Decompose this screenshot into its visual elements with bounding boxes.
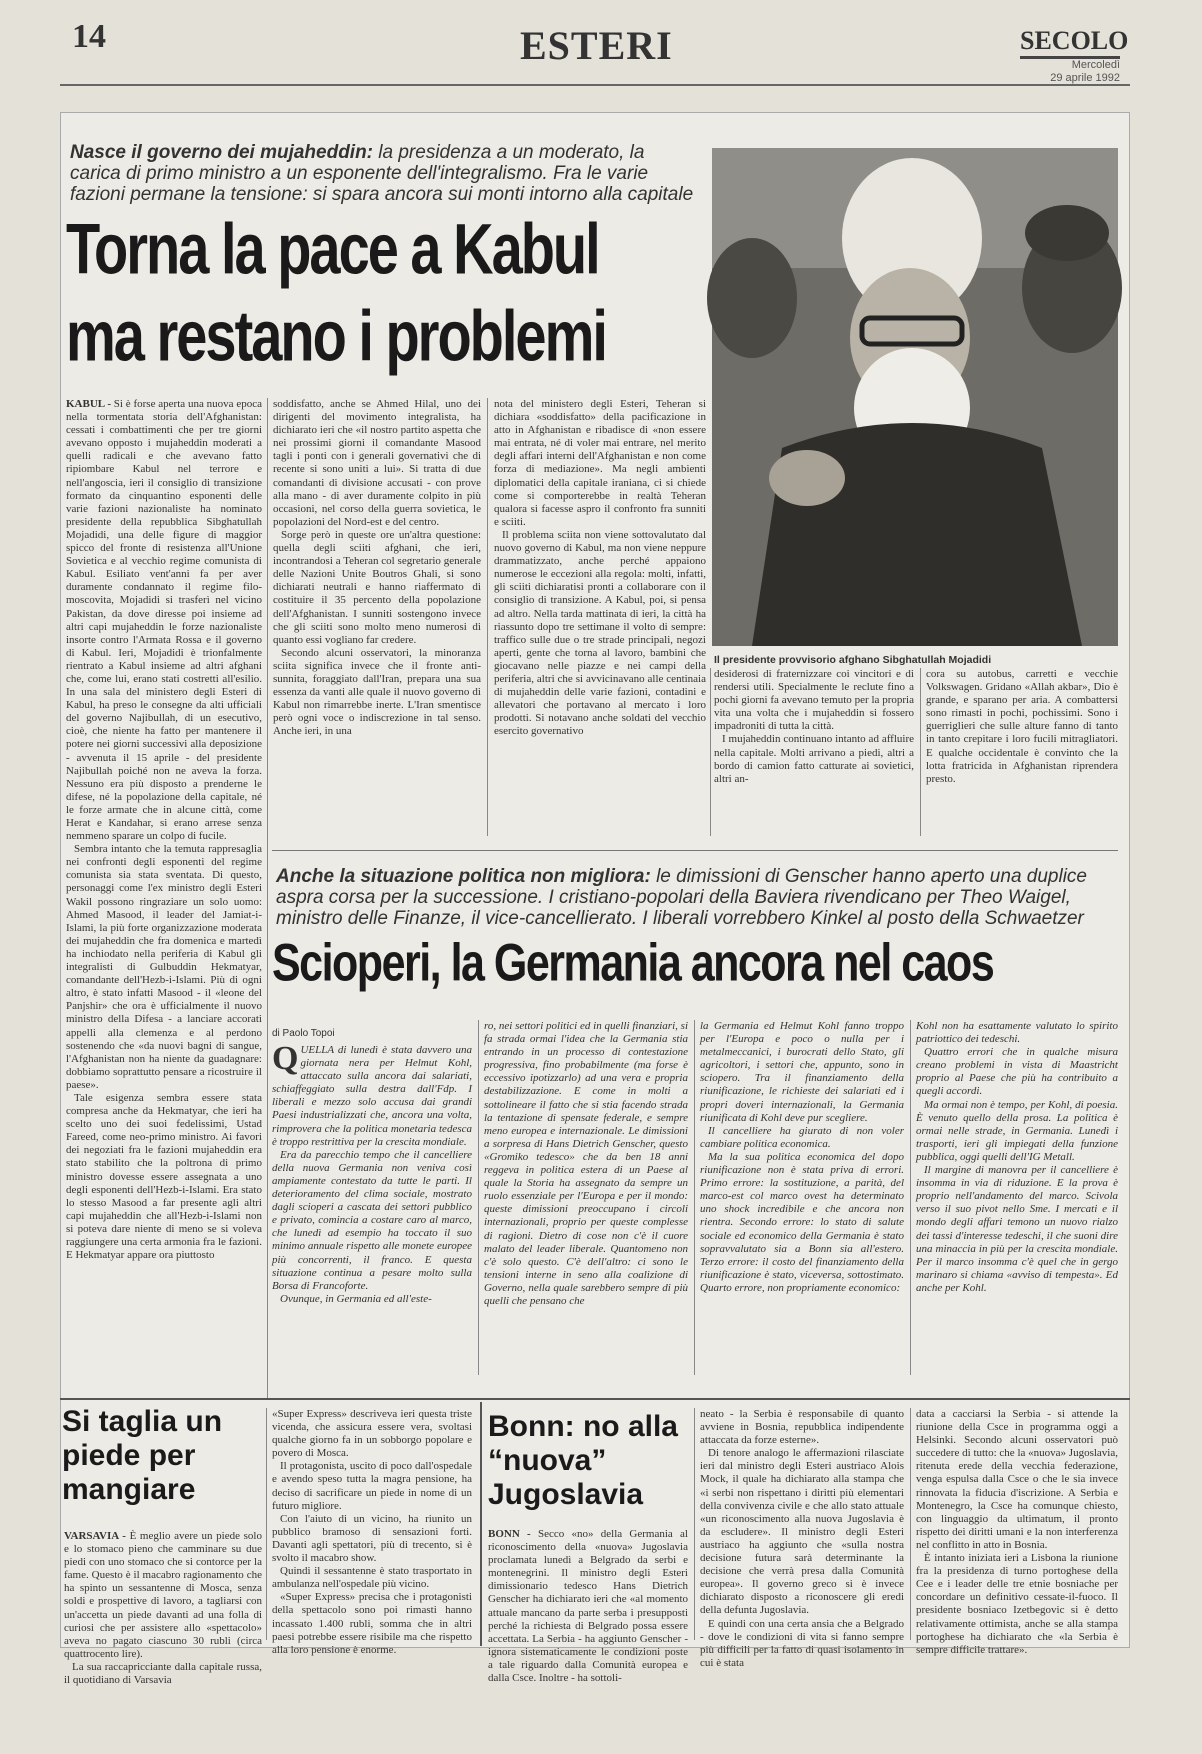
bonn-col1-text: Secco «no» della Germania al riconoscimento della «nuova» Jugoslavia proclamata lunedì a Belgrado da serbi e montenegrini. Il ministro degli Esteri dimissionario tedesco Hans Dietrich Genscher ha dichiarato ieri che «al momento attuale mancano da parte serba i presupposti perché la richiesta di Belgrado possa essere accettata. La Serbia - ha aggiunto Genscher - ignora sistematicamente le condizioni poste a tale riguardo dalla Comunità europea e dalla Csce. Inoltre - ha sottoli- bbox=[488, 1528, 688, 1685]
germany-kicker-bold: Anche la situazione politica non migliora: bbox=[276, 866, 651, 887]
lead-col1-text: Si è forse aperta una nuova epoca nella tormentata storia dell'Afghanistan: cessati i combattimenti che per tre giorni avevano opposto i mujaheddin moderati a quelli radicali e che avevano fatto ripiombare Kabul nel terrore e nell'angoscia, ieri il consiglio di transizione formato da cinquantino esponenti delle varie fazioni nazionaliste ha nominato presidente della repubblica Sibghatullah Mojadidi, una delle figure di maggior spicco del fronte di resistenza all'Unione Sovietica e al vecchio regime comunista di Kabul. Esiliato vent'anni fa per aver duramente condannato il regime filo-moscovita, Mojadidi si trasferì nel vicino Pakistan, da dove diresse poi insieme ad altri capi mujaheddin le forze nazionaliste insorte contro l'Armata Rossa e il governo di Kabul. Ieri, Mojadidi è trionfalmente rientrato a Kabul insieme ad altri afghani che, come lui, erano stati costretti all'esilio. In una sala del ministero degli Esteri di Kabul, ha preso le consegne da alti ufficiali del governo Najibullah, di un esecutivo, cioè, che niente ha fatto per mantenere il potere nei giorni successivi alla deposizione - avvenuta il 15 aprile - del presidente Najibullah poiché non ne aveva la forza. Nessuno era più disposto a prenderne le difese, né la popolazione della capitale, né le forze armate che in alcune città, come Herat e Kandahar, si erano arrese senza nemmeno sparare un colpo di fucile. bbox=[66, 398, 262, 843]
column-divider bbox=[267, 398, 268, 1398]
column-divider bbox=[920, 668, 921, 836]
germany-col1-text: UELLA di lunedì è stata davvero una giornata nera per Helmut Kohl, attaccato sulla ancora dai salariati, schiaffeggiato sulla destra dall'Fdp. I liberali e mezzo solo accusa dai grandi Paesi industrializzati che, ancora una volta, rimprovera che la politica monetaria tedesca è troppo restrittiva per la crescita mondiale. bbox=[272, 1044, 472, 1148]
lead-col5-para1: cora su autobus, carretti e vecchie Volkswagen. Gridano «Allah akbar», Dio è grande, e sparano per aria. A combattersi sono rimasti in pochi, pochissimi. Sono i guerriglieri che sulle alture fanno di tanto in tanto crepitare i loro fucili mitragliatori. E qualche occidentale è convinto che la lotta fratricida in Afghanistan riprendera presto. bbox=[926, 668, 1118, 785]
header-rule bbox=[60, 84, 1130, 86]
lead-column-5 bbox=[926, 668, 1118, 836]
lead-column-1 bbox=[66, 398, 262, 1398]
lead-col1-para3: Tale esigenza sembra essere stata compresa anche da Hekmatyar, che ieri ha scelto uno dei suoi fedelissimi, Ustad Fareed, come neo-primo ministro. Ai favori dei negoziati fra le fazioni mujaheddin era stato stabilito che la poltrona di primo ministro dovesse essere assegnata a uno degli esponenti dell'Hezb-i-Islami. Era stato lo stesso Masood a far presente agli altri capi mujaheddin che all'Hezb-i-Islami non si poteva dare niente di meno se si voleva raggiungere una certa armonia fra le fazioni. E Hekmatyar appare ora piuttosto bbox=[66, 1091, 262, 1262]
page-number: 14 bbox=[72, 18, 106, 55]
lead-headline bbox=[66, 208, 706, 377]
lead-column-2 bbox=[273, 398, 481, 836]
masthead-day: Mercoledì bbox=[1071, 59, 1120, 71]
lead-column-3 bbox=[494, 398, 706, 836]
bonn-column-2 bbox=[700, 1408, 904, 1669]
masthead bbox=[1020, 26, 1129, 85]
column-divider bbox=[910, 1020, 911, 1375]
lead-col3-para2: Il problema sciita non viene sottovalutato dal nuovo governo di Kabul, ma non viene neppure drammatizzato, anche perché appaiono numerose le eccezioni alla regola: molti, infatti, gli sciiti dichiaratisi pronti a collaborare con il consiglio di transizione. A Kabul, poi, si pensa ad altro. Nella tarda mattinata di ieri, la città ha riassunto dopo tre settimane il volto di sempre: traffico sulle due o tre strade principali, negozi aperti, gente che torna al lavoro, bambini che giocavano nelle piazze e nei campi della periferia, altri che si avvicinavano alle centinaia di mujaheddin delle varie fazioni, contadini e allevatori che portavano al mercato i loro prodotti. Si notavano anche soldati del vecchio esercito governativo bbox=[494, 528, 706, 738]
masthead-name: SECOLO bbox=[1020, 26, 1120, 59]
lead-dateline: KABUL - bbox=[66, 398, 111, 410]
bonn-col2-para1: neato - la Serbia è responsabile di quanto avviene in Bosnia, repubblica indipendente attaccata da forze esterne». bbox=[700, 1408, 904, 1447]
poland-col2-para5: «Super Express» precisa che i protagonisti della spettacolo sono poi rimasti hanno incassato 1.400 rubli, somma che in altri paesi potrebbe essere risibile ma che rispetto alla loro pensione è enorme. bbox=[272, 1591, 472, 1656]
column-divider bbox=[478, 1020, 479, 1375]
germany-col4-para2: Quattro errori che in qualche misura creano problemi in vista di Maastricht proprio al Paese che più ha contribuito a quegli accordi. bbox=[916, 1046, 1118, 1098]
germany-col1-para2: Era da parecchio tempo che il cancelliere della nuova Germania non veniva così ampiamente contestato da tutte le parti. Il deterioramento del clima sociale, mostrato dagli scioperi a cascata dei settori pubblico e privato, comincia a costare caro al marco, che lunedì ad esempio ha toccato il suo minimo annuale rispetto alle monete europee più concorrenti, il franco. E questa situazione continua a pesare molto sulla Borsa di Francoforte. bbox=[272, 1148, 472, 1292]
poland-col2-para4: Quindi il sessantenne è stato trasportato in ambulanza nell'ospedale più vicino. bbox=[272, 1565, 472, 1591]
germany-dropcap: Q bbox=[272, 1040, 299, 1077]
poland-headline: Si taglia un piede per mangiare bbox=[62, 1405, 223, 1506]
lead-kicker-bold: Nasce il governo dei mujaheddin: bbox=[70, 142, 374, 163]
lead-kicker-text: la presidenza a un moderato, la carica di primo ministro a un esponente dell'integralismo. Fra le varie fazioni permane la tensione: si spara ancora sui monti intorno alla capitale bbox=[70, 142, 694, 205]
lead-headline-line1: Torna la pace a Kabul bbox=[66, 208, 599, 289]
poland-col2-para3: Con l'aiuto di un vicino, ha riunito un pubblico bramoso di sensazioni forti. Davanti agli spettatori, più di trecento, si è svolto il macabro show. bbox=[272, 1512, 472, 1565]
lead-col4-para1: desiderosi di fraternizzare coi vincitori e di rendersi utili. Specialmente le reclute fino a pochi giorni fa avevano temuto per la propria vita una volta che i mujaheddin si fossero impadroniti di tutta la città. bbox=[714, 668, 914, 733]
bonn-headline: Bonn: no alla “nuova” Jugoslavia bbox=[488, 1410, 678, 1511]
section-title: ESTERI bbox=[520, 23, 673, 68]
poland-column-2 bbox=[272, 1408, 472, 1656]
germany-col4-para3: Ma ormai non è tempo, per Kohl, di poesia. È venuto quello della prosa. La politica è ormai nelle strade, in Germania. Lunedì i trasporti, ieri gli impiegati della funzione pubblica, oggi quelli dell'IG Metall. bbox=[916, 1098, 1118, 1163]
column-divider bbox=[710, 668, 711, 836]
column-divider bbox=[910, 1408, 911, 1640]
poland-col2-para1: «Super Express» descriveva ieri questa triste vicenda, che assicura essere vera, svoltasi qualche giorno fa in un sobborgo popolare e povero di Mosca. bbox=[272, 1408, 472, 1460]
lead-col4-para2: I mujaheddin continuano intanto ad affluire nella capitale. Molti arrivano a piedi, altri a bordo di camion fatto catturate ai sovietici, altri an- bbox=[714, 733, 914, 785]
lead-col3-para1: nota del ministero degli Esteri, Teheran si dichiara «soddisfatto» della pacificazione in atto in Afghanistan e ribadisce di «non essere mai entrata, né di voler mai entrare, nel merito degli affari interni dell'Afghanistan e non come forza di mediazione». Ma negli ambienti diplomatici della capitale iraniana, ci si chiede come si comporterebbe in realtà Teheran qualora si facesse aspro il confronto fra sunniti e sciiti. bbox=[494, 398, 706, 528]
poland-col2-para2: Il protagonista, uscito di poco dall'ospedale e avendo speso tutta la magra pensione, ha deciso di sacrificare un piede in nome di un futuro migliore. bbox=[272, 1460, 472, 1512]
poland-col1-para2: La sua raccapricciante dalla capitale russa, il quotidiano di Varsavia bbox=[64, 1660, 262, 1687]
bonn-col2-para3: E quindi con una certa ansia che a Belgrado - dove le condizioni di vita si fanno sempre più difficili per la fatto di quasi isolamento in cui è stata bbox=[700, 1617, 904, 1669]
lead-column-4 bbox=[714, 668, 914, 836]
lead-col2-para3: Secondo alcuni osservatori, la minoranza sciita significa invece che il fronte anti-sunnita, foraggiato dall'Iran, prepara una sua essenza da vanti alle quale il nuovo governo di Kabul non rimarrebbe inerte. L'Iran smentisce però ogni voce o indiscrezione in tal senso. Anche ieri, in una bbox=[273, 646, 481, 738]
germany-byline: di Paolo Topoi bbox=[272, 1028, 335, 1039]
lead-col1-para2: Sembra intanto che la temuta rappresaglia nei confronti degli esponenti del regime comunista sia stata sventata. Di questo, personaggi come l'ex ministro degli Esteri Wakil possono ringraziare un solo uomo: Ahmed Masood, il leader del Jamiat-i-Islami, la più forte organizzazione moderata dei mujaheddin che fra domenica e martedì ha inchiodato nella periferia di Kabul gli integralisti di Gulbuddin Hekmatyar, comandante dell'Hezb-i-Islami. Più di ogni altro, è stato infatti Masood - il «leone del Panjshir» che ora è ufficialmente il nuovo ministro della Difesa - a lanciare accorati appelli alla clemenza e al perdono sostenendo che «da nuovi bagni di sangue, l'Afghanistan non ha niente da guadagnare: dobbiamo soprattutto pensare a ricostruire il paese». bbox=[66, 843, 262, 1091]
germany-col3-para3: Ma la sua politica economica del dopo riunificazione non è stata priva di errori. Primo errore: la sostituzione, a parità, del marco-est col marco ovest ha determinato uno shock incredibile e che ancora non rientra. Secondo errore: lo stato di salute sociale ed economico della Germania è stato sopravvalutato sia a Bonn sia all'estero. Terzo errore: il costo del finanziamento della riunificazione è stato, viceversa, sottostimato. Quarto errore, non propriamente economico: bbox=[700, 1150, 904, 1294]
lead-col2-para1: soddisfatto, anche se Ahmed Hilal, uno dei dirigenti del movimento integralista, ha dichiarato ieri che «il nostro partito aspetta che nei prossimi giorni il comandante Masood tagli i ponti con i generali governativi che di recente si sono uniti a lui». Si tratta di due comandanti di divisione accusati - con prove alla mano - di aver duramente colpito in più occasioni, nel corso della guerra sovietica, le popolazioni del Nord-est e del centro. bbox=[273, 398, 481, 528]
poland-col1-text: È meglio avere un piede solo e lo stomaco pieno che camminare su due piedi con uno stomaco che si contorce per la fame. Questo è il macabro ragionamento che ha spinto un sessantenne di Mosca, senza soldi e prospettive di lavoro, a tagliarsi con un'accetta un piede davanti ad una folla di curiosi che per assistere allo «spettacolo» aveva no pagato ciascuno 30 rubli (circa quattrocento lire). bbox=[64, 1530, 262, 1660]
column-divider bbox=[266, 1408, 267, 1640]
bonn-col3-para2: È intanto iniziata ieri a Lisbona la riunione fra la presidenza di turno portoghese della Cee e i leader delle tre etnie bosniache per concordare un definitivo cessate-il-fuoco. Il presidente bosniaco Izetbegovic si è detto relativamente ottimista, anche se alla stampa portoghese ha dichiarato che «la Serbia è sempre difficile trattare». bbox=[916, 1552, 1118, 1656]
column-divider bbox=[694, 1020, 695, 1375]
bottom-rule bbox=[60, 1398, 1130, 1400]
germany-column-4 bbox=[916, 1020, 1118, 1375]
poland-column-1 bbox=[64, 1530, 262, 1687]
germany-column-2 bbox=[484, 1020, 688, 1375]
germany-col3-para2: Il cancelliere ha giurato di non voler cambiare politica economica. bbox=[700, 1124, 904, 1150]
bonn-dateline: BONN - bbox=[488, 1528, 531, 1540]
lead-kicker bbox=[70, 142, 700, 205]
germany-col1-para3: Ovunque, in Germania ed all'este- bbox=[280, 1292, 432, 1305]
bonn-column-1 bbox=[488, 1528, 688, 1685]
column-divider bbox=[487, 398, 488, 836]
germany-kicker bbox=[276, 866, 1116, 929]
article-divider bbox=[480, 1402, 482, 1646]
germany-col2-para1: ro, nei settori politici ed in quelli finanziari, si fa strada ormai l'idea che la Germania stia entrando in un processo di contestazione progressiva, fino probabilmente (ma forse è eccessivo ipotizzarlo) ad una vera e propria destabilizzazione. E come in molti a sottolineare il fatto che si stia facendo strada la tentazione di spensate federale, e sempre meno europea e internazionale. Le dimissioni a sorpresa di Hans Dietrich Genscher, questo «Gromiko tedesco» che da ben 18 anni reggeva in politica estera di un Paese al quale la Storia ha assegnato da sempre un ruolo essenziale per l'Europa e per il mondo: queste dimissioni preoccupano i circoli internazionali, proprio per queste complesse di ragioni. Dietro di cose non c'è il cuore malato del leader liberale. Quantomeno non c'è solo questo. C'è dell'altro: ci sono le tensioni interne in seno alla coalizione di Governo, nella quale sarebbero sempre di più quelli che pensano che bbox=[484, 1020, 688, 1307]
germany-column-1 bbox=[272, 1040, 472, 1374]
germany-col4-para4: Il margine di manovra per il cancelliere è insomma in via di riduzione. E la prova è proprio nell'andamento del marco. Scivola verso il suo pivot nello Sme. I mercati e il mondo degli affari temono un nuovo rialzo dei tassi d'interesse tedeschi, il che suoni dire una minaccia in più per la crescita mondiale. Per il marco insomma c'è quel che in gergo marinaro si chiama «avviso di tempesta». Ed anche per Kohl. bbox=[916, 1164, 1118, 1294]
lead-photo bbox=[712, 148, 1118, 646]
bonn-col3-para1: data a cacciarsi la Serbia - si attende la riunione della Csce in programma oggi a Helsinki. Secondo alcuni osservatori può succedere di tutto: che la «nuova» Jugoslavia, ritenuta erede della vecchia federazione, venga espulsa dalla Csce o che le sia invece rinnovata la fiducia d'iscrizione. A Serbia e Montenegro, la Csce ha comunque chiesto, con linguaggio da ultimatum, il pronto rispetto dei diritti umani e la non interferenza nel conflitto in atto in Bosnia. bbox=[916, 1408, 1118, 1551]
germany-kicker-text: le dimissioni di Genscher hanno aperto una duplice aspra corsa per la successione. I cristiano-popolari della Baviera rivendicano per Theo Waigel, ministro delle Finanze, il vice-cancellierato. I liberali vorrebbero Kinkel al posto della Schwaetzer bbox=[276, 866, 1087, 929]
column-divider bbox=[694, 1408, 695, 1640]
lead-headline-line2: ma restano i problemi bbox=[66, 295, 606, 376]
poland-dateline: VARSAVIA - bbox=[64, 1530, 126, 1542]
germany-col4-para1: Kohl non ha esattamente valutato lo spirito patriottico dei tedeschi. bbox=[916, 1020, 1118, 1046]
bonn-column-3 bbox=[916, 1408, 1118, 1656]
germany-col3-para1: la Germania ed Helmut Kohl fanno troppo per l'Europa e poco o nulla per i metalmeccanici, i burocrati dello Stato, gli agricoltori, i settori che, appunto, sono in sciopero. Tra il finanziamento della riunificazione, le richieste dei salariati ed i propri doveri internazionali, la Germania riunificata di Kohl deve pur scegliere. bbox=[700, 1020, 904, 1124]
germany-headline: Scioperi, la Germania ancora nel caos bbox=[272, 934, 994, 993]
masthead-date: 29 aprile 1992 bbox=[1050, 72, 1120, 84]
section-rule bbox=[272, 850, 1118, 851]
germany-column-3 bbox=[700, 1020, 904, 1375]
lead-photo-caption: Il presidente provvisorio afghano Sibghatullah Mojadidi bbox=[714, 654, 992, 666]
mojadidi-portrait bbox=[712, 148, 1118, 646]
bonn-col2-para2: Di tenore analogo le affermazioni rilasciate ieri dal ministro degli Esteri austriaco Alois Mock, il quale ha dichiarato alla stampa che «i serbi non rispettano i diritti più elementari della convivenza civile e che allo stato attuale «un riconoscimento alla nuova Jugoslavia è da escludere». Il ministro degli Esteri austriaco ha aggiunto che «sulla nostra decisione futura sarà determinante la decisione che verrà presa dalla Comunità europea». Il governo greco si è invece dichiarato disposto a riconoscere gli eredi della defunta Jugoslavia. bbox=[700, 1447, 904, 1617]
lead-col2-para2: Sorge però in queste ore un'altra questione: quella degli sciiti afghani, che ieri, incontrandosi a Teheran col segretario generale delle Nazioni Unite Boutros Ghali, si sono dichiarati neutrali e hanno riaffermato di costituire il 35 percento della popolazione dell'Afghanistan. I sunniti sostengono invece che gli sciiti sono molto meno numerosi di quanto essi vogliano far credere. bbox=[273, 528, 481, 646]
